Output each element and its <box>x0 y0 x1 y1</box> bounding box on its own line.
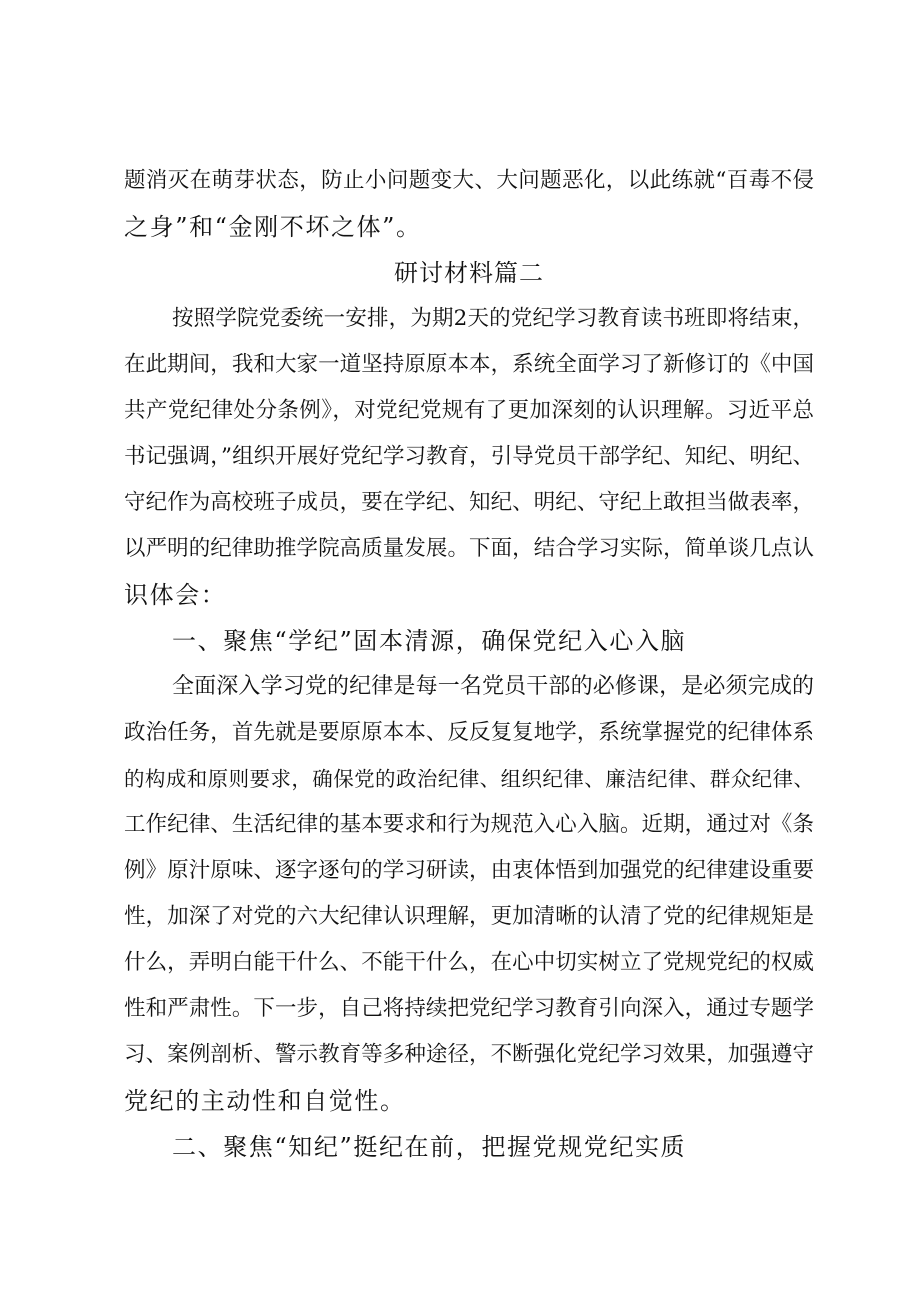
paragraph-line: 识体会： <box>124 581 227 609</box>
paragraph-line: 在此期间，我和大家一道坚持原原本本，系统全面学习了新修订的《中国 <box>124 352 814 377</box>
paragraph-line: 之身”和“金刚不坏之体”。 <box>124 213 422 241</box>
paragraph-line: 全面深入学习党的纪律是每一名党员干部的必修课，是必须完成的 <box>172 674 814 699</box>
paragraph-line: 工作纪律、生活纪律的基本要求和行为规范入心入脑。近期，通过对《条 <box>124 812 814 837</box>
paragraph-line: 题消灭在萌芽状态，防止小问题变大、大问题恶化，以此练就“百毒不侵 <box>124 168 814 193</box>
paragraph-line: 以严明的纪律助推学院高质量发展。下面，结合学习实际，简单谈几点认 <box>124 536 814 561</box>
paragraph-line: 例》原汁原味、逐字逐句的学习研读，由衷体悟到加强党的纪律建设重要 <box>124 858 814 883</box>
paragraph-line: 性，加深了对党的六大纪律认识理解，更加清晰的认清了党的纪律规矩是 <box>124 904 814 929</box>
section-title: 研讨材料篇二 <box>394 259 544 287</box>
paragraph-line: 习、案例剖析、警示教育等多种途径，不断强化党纪学习效果，加强遵守 <box>124 1042 814 1067</box>
section-heading: 一、聚焦“学纪”固本清源，确保党纪入心入脑 <box>172 627 687 655</box>
paragraph-line: 守纪作为高校班子成员，要在学纪、知纪、明纪、守纪上敢担当做表率， <box>124 490 814 515</box>
paragraph-line: 政治任务，首先就是要原原本本、反反复复地学，系统掌握党的纪律体系 <box>124 720 814 745</box>
paragraph-line: 按照学院党委统一安排，为期2天的党纪学习教育读书班即将结束， <box>172 306 814 331</box>
paragraph-line: 性和严肃性。下一步，自己将持续把党纪学习教育引向深入，通过专题学 <box>124 996 814 1021</box>
paragraph-line: 党纪的主动性和自觉性。 <box>124 1087 406 1115</box>
paragraph-line: 书记强调，”组织开展好党纪学习教育，引导党员干部学纪、知纪、明纪、 <box>124 444 814 469</box>
paragraph-line: 共产党纪律处分条例》，对党纪党规有了更加深刻的认识理解。习近平总 <box>124 398 814 423</box>
section-heading: 二、聚焦“知纪”挺纪在前，把握党规党纪实质 <box>172 1133 687 1161</box>
paragraph-line: 什么，弄明白能干什么、不能干什么，在心中切实树立了党规党纪的权威 <box>124 950 814 975</box>
paragraph-line: 的构成和原则要求，确保党的政治纪律、组织纪律、廉洁纪律、群众纪律、 <box>124 767 814 791</box>
